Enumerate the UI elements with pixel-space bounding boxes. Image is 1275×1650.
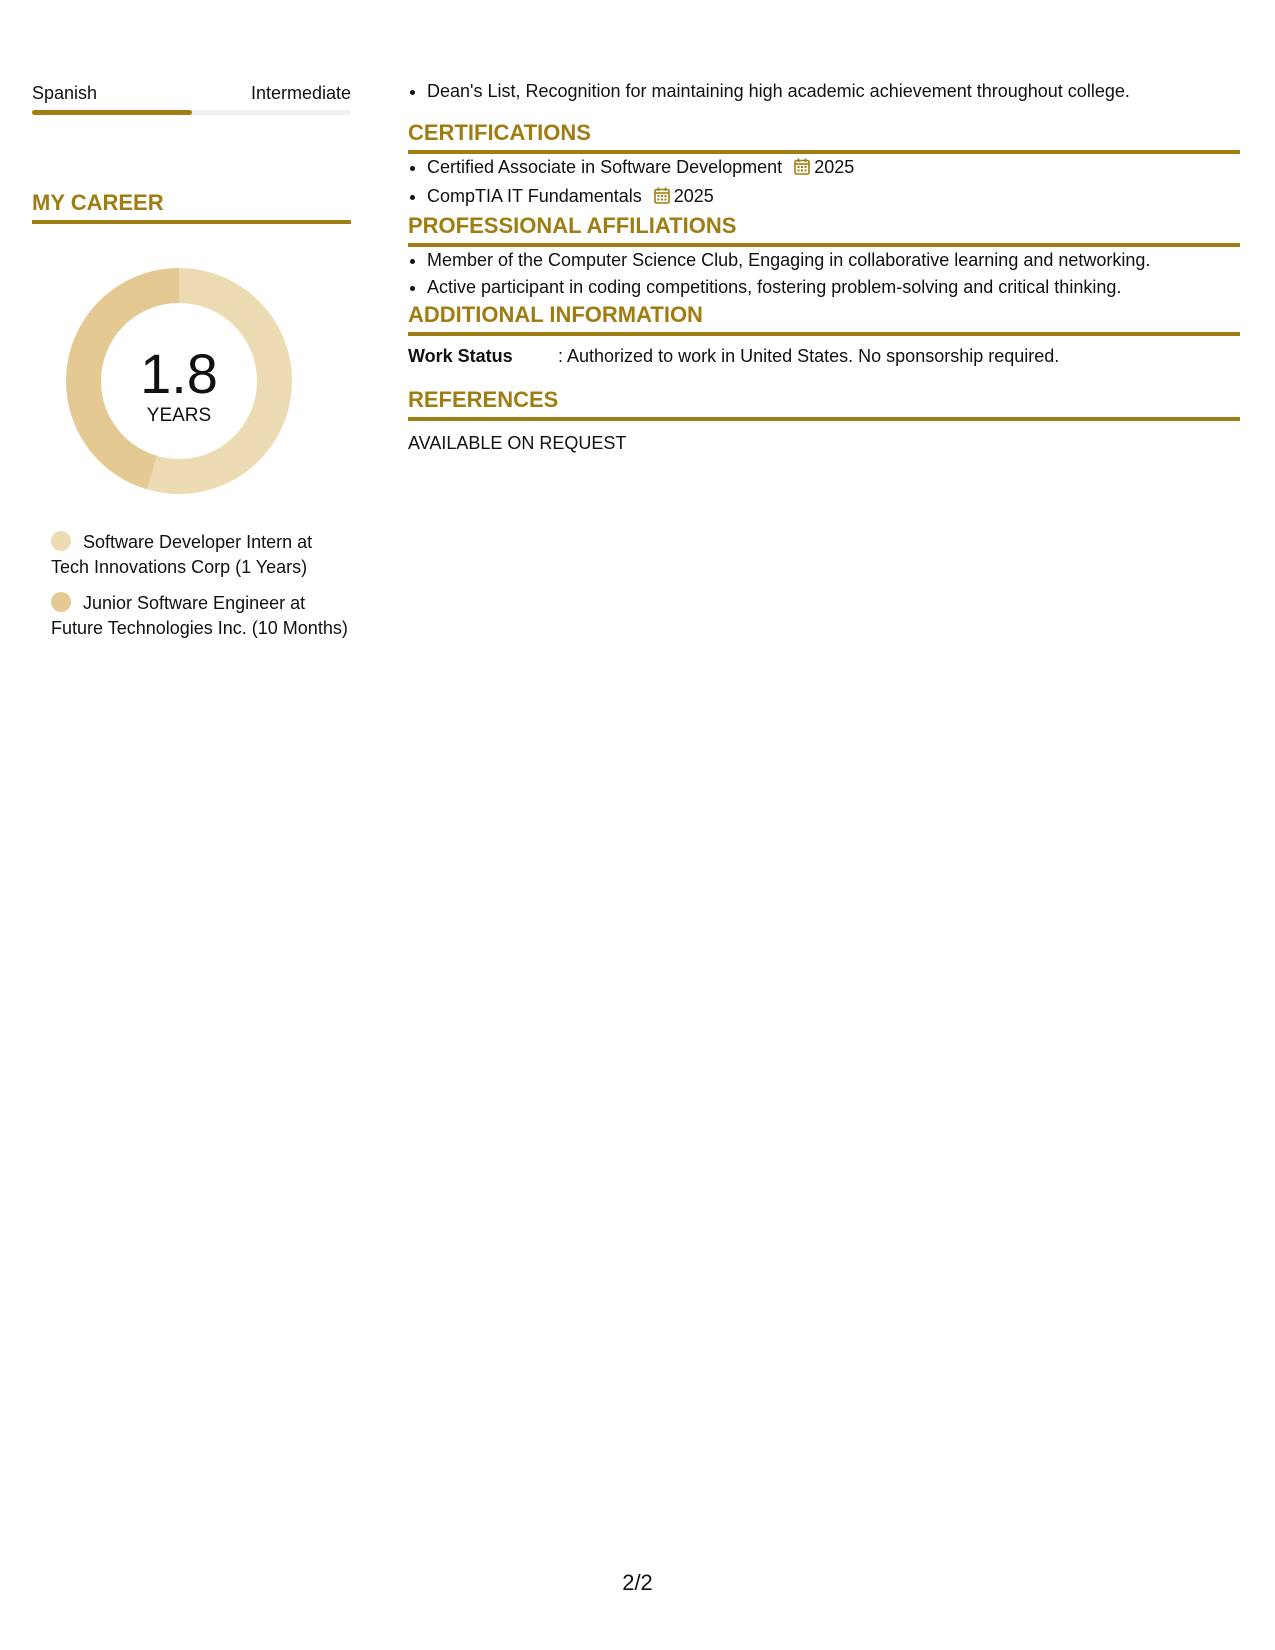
career-total-value: 1.8 bbox=[140, 342, 218, 405]
page-number: 2/2 bbox=[622, 1570, 653, 1595]
career-section-title: MY CAREER bbox=[32, 189, 351, 224]
career-legend-item bbox=[51, 591, 351, 641]
certification-item bbox=[427, 154, 1240, 183]
additional-info-title: ADDITIONAL INFORMATION bbox=[408, 301, 1240, 336]
certification-name: CompTIA IT Fundamentals bbox=[427, 186, 642, 206]
references-title: REFERENCES bbox=[408, 386, 1240, 421]
affiliations-list bbox=[408, 247, 1240, 301]
language-progress-fill bbox=[32, 110, 192, 115]
career-legend bbox=[51, 530, 351, 641]
left-column bbox=[32, 78, 351, 652]
certifications-list bbox=[408, 154, 1240, 212]
list-item: • Dean's List, Recognition for maintaining high academic achievement throughout college. bbox=[427, 78, 1240, 105]
language-row bbox=[32, 78, 351, 108]
affiliation-item: • Active participant in coding competitions, fostering problem-solving and critical thinking. bbox=[427, 274, 1240, 301]
right-column bbox=[408, 78, 1240, 457]
legend-swatch-2 bbox=[51, 592, 71, 612]
calendar-icon bbox=[654, 185, 670, 212]
certification-year: 2025 bbox=[673, 186, 714, 206]
legend-swatch-1 bbox=[51, 531, 71, 551]
language-level: Intermediate bbox=[250, 83, 351, 103]
references-text: AVAILABLE ON REQUEST bbox=[408, 433, 627, 453]
affiliation-item: • Member of the Computer Science Club, Engaging in collaborative learning and networking. bbox=[427, 247, 1240, 274]
career-legend-item bbox=[51, 530, 351, 580]
career-donut-center bbox=[66, 268, 292, 494]
certification-item bbox=[427, 183, 1240, 212]
career-total-unit: YEARS bbox=[146, 405, 212, 426]
certification-name: Certified Associate in Software Development bbox=[427, 157, 783, 177]
legend-label-1: Software Developer Intern at Tech Innovations Corp (1 Years) bbox=[51, 532, 313, 577]
education-extra-list bbox=[408, 78, 1240, 105]
legend-label-2: Junior Software Engineer at Future Technologies Inc. (10 Months) bbox=[51, 593, 348, 638]
work-status-label: Work Status bbox=[408, 346, 513, 366]
language-name: Spanish bbox=[32, 83, 98, 103]
language-progress-track bbox=[32, 110, 351, 115]
career-donut-chart bbox=[66, 268, 292, 494]
work-status-value: : Authorized to work in United States. No sponsorship required. bbox=[558, 346, 1060, 366]
certifications-title: CERTIFICATIONS bbox=[408, 119, 1240, 154]
certification-year: 2025 bbox=[814, 157, 855, 177]
affiliations-title: PROFESSIONAL AFFILIATIONS bbox=[408, 212, 1240, 247]
calendar-icon bbox=[794, 156, 810, 183]
work-status-row bbox=[408, 343, 1240, 370]
